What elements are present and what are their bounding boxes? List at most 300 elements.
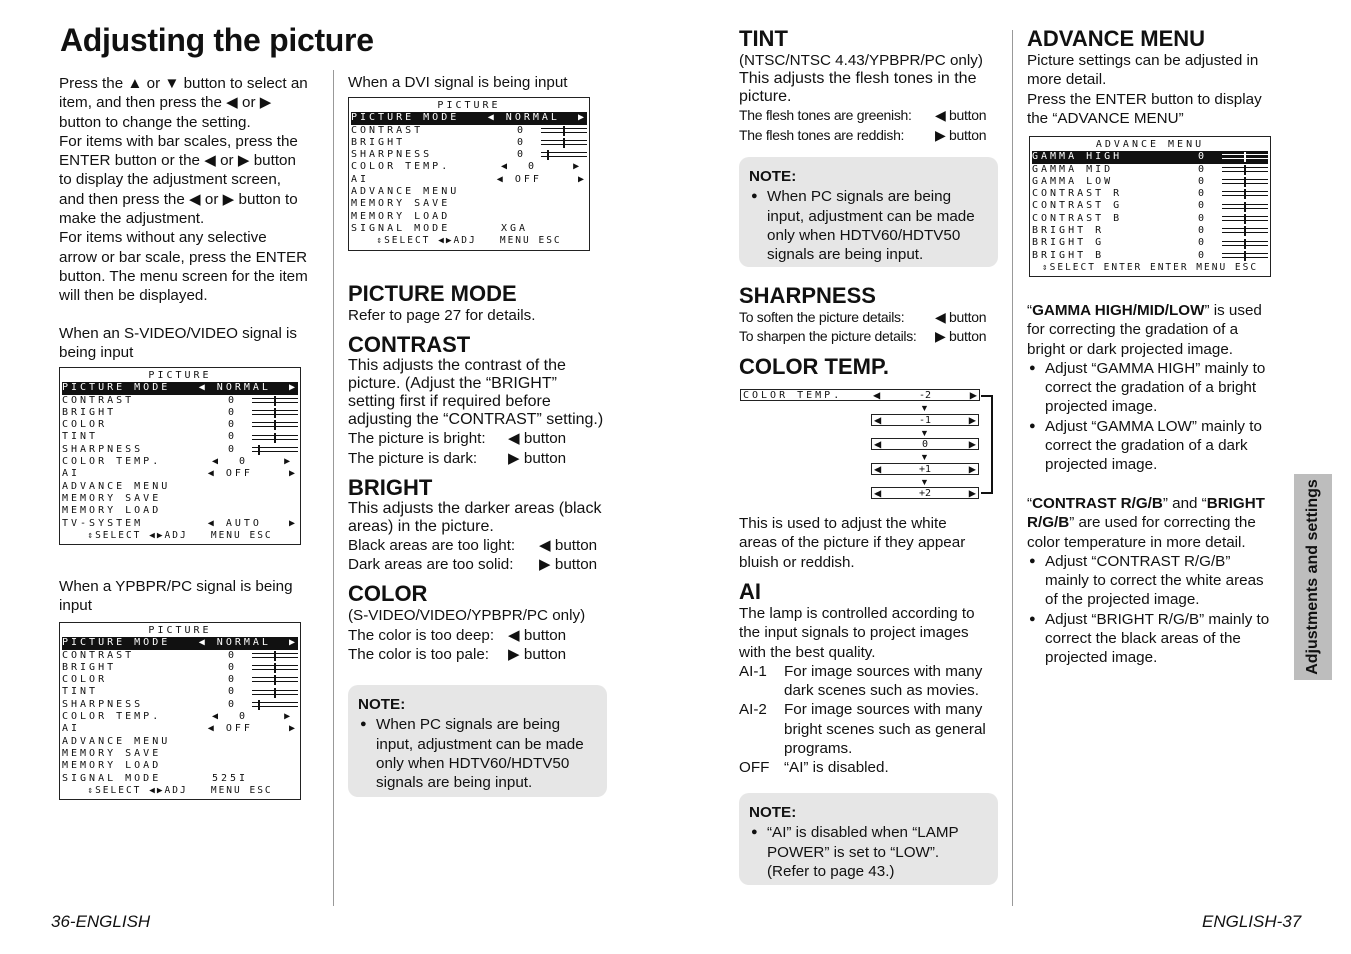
bright-line: This adjusts the darker areas (black (348, 499, 602, 517)
intro-line: For items without any selective (59, 229, 267, 247)
button-row (739, 106, 1004, 125)
svideo-picture-menu (59, 367, 301, 545)
menu-row-value: ◀ OFF ▶ (207, 468, 298, 480)
color-temp-value: 0 (921, 438, 929, 450)
ai-option-desc (784, 662, 982, 701)
menu-row-value: ◀ 0 ▶ (501, 161, 583, 173)
menu-title: PICTURE (148, 370, 212, 381)
menu-row (62, 760, 298, 772)
tint-line: This adjusts the flesh tones in the (739, 70, 977, 88)
advance-line: Picture settings can be adjusted in (1027, 52, 1259, 69)
note-bullet (749, 187, 988, 264)
bullet-line: ● Adjust “CONTRAST R/G/B” (1045, 552, 1231, 570)
middle-sections (348, 281, 608, 664)
ai-option-line: dark scenes such as movies. (784, 682, 979, 700)
note-line: only when HDTV60/HDTV50 (767, 226, 961, 244)
menu-row-label: TINT (62, 686, 99, 698)
ai-section (739, 579, 1004, 778)
contrast-line: This adjusts the contrast of the (348, 357, 566, 375)
menu-row-label: CONTRAST G (1032, 200, 1123, 212)
menu-row-value: 0 (228, 443, 238, 455)
menu-row-label: ADVANCE MENU (62, 735, 171, 747)
menu-row-value: 0 (517, 124, 527, 136)
note-line: signals are being input. (767, 246, 924, 264)
note-line: (Refer to page 43.) (767, 862, 895, 880)
column-divider (1012, 30, 1013, 906)
intro-line: item, and then press the ◀ or ▶ (59, 94, 272, 112)
note-line: input, adjustment can be made (767, 207, 975, 225)
menu-row-value: ◀ NORMAL ▶ (487, 112, 587, 124)
menu-row-label: TV-SYSTEM (62, 517, 144, 529)
color-temp-step (871, 463, 979, 475)
menu-row-label: BRIGHT (351, 136, 406, 148)
bullet-line: mainly to correct the white areas (1045, 572, 1264, 590)
menu-row (62, 505, 298, 517)
gamma-section (1027, 301, 1289, 475)
slider-bar-icon (1222, 166, 1268, 174)
intro-line: ENTER button or the ◀ or ▶ button (59, 152, 296, 170)
dvi-picture-menu (348, 97, 590, 251)
row-button: ◀ button (508, 430, 567, 448)
menu-row (62, 686, 298, 698)
picture-mode-text: Refer to page 27 for details. (348, 307, 536, 324)
row-label: The flesh tones are greenish: (739, 107, 912, 124)
slider-bar-icon (1222, 240, 1268, 248)
menu-row-label: BRIGHT G (1032, 237, 1105, 249)
menu-row (1032, 164, 1268, 176)
down-arrow-icon: ▼ (920, 428, 929, 438)
menu-row (351, 161, 587, 173)
menu-row-label: SHARPNESS (351, 149, 433, 161)
slider-bar-icon (1222, 215, 1268, 223)
bright-line: areas) in the picture. (348, 517, 494, 535)
color-heading: COLOR (348, 581, 428, 607)
row-label: To soften the picture details: (739, 309, 905, 325)
right-arrow-icon: ▶ (968, 413, 976, 427)
menu-title: PICTURE (148, 625, 212, 636)
button-row (348, 626, 608, 645)
note-line: only when HDTV60/HDTV50 (376, 754, 570, 772)
note-bullet (358, 715, 597, 792)
intro-line: Press the ▲ or ▼ button to select an (59, 75, 308, 92)
intro-line: button to change the setting. (59, 113, 251, 131)
ai-line: with the best quality. (739, 643, 876, 661)
menu-row (62, 773, 298, 785)
color-temp-step (871, 389, 979, 401)
note-box-ai (739, 793, 998, 885)
menu-row (62, 395, 298, 407)
color-temp-step (871, 414, 979, 426)
menu-row-label: CONTRAST B (1032, 212, 1123, 224)
color-temp-heading: COLOR TEMP. (739, 354, 889, 379)
ai-heading: AI (739, 579, 761, 604)
row-label: Dark areas are too solid: (348, 556, 514, 574)
row-button: ◀ button (935, 309, 987, 325)
menu-row (62, 748, 298, 760)
menu-row (62, 456, 298, 468)
menu-row (62, 468, 298, 480)
rgb-mid: ” and “ (1162, 495, 1207, 512)
color-sub: (S-VIDEO/VIDEO/YPBPR/PC only) (348, 607, 586, 625)
menu-row-value: 0 (228, 419, 238, 431)
menu-row-value: 0 (517, 149, 527, 161)
left-arrow-icon: ◀ (874, 486, 882, 500)
menu-row (62, 711, 298, 723)
menu-row-label: BRIGHT R (1032, 225, 1105, 237)
ai-line: The lamp is controlled according to (739, 605, 975, 622)
advance-line: Press the ENTER button to display (1027, 90, 1262, 108)
button-row (348, 536, 608, 555)
slider-bar-icon (252, 652, 298, 660)
menu-row-value: ◀ 0 ▶ (212, 456, 294, 468)
menu-row (62, 637, 298, 649)
rgb-line: color temperature in more detail. (1027, 533, 1246, 551)
caption-line: being input (59, 344, 134, 362)
row-label: The picture is bright: (348, 430, 486, 448)
row-label: Black areas are too light: (348, 536, 516, 554)
row-button: ◀ button (935, 107, 987, 124)
svideo-caption (59, 324, 297, 363)
menu-row-label: COLOR TEMP. (62, 711, 162, 723)
menu-row (351, 198, 587, 210)
note-box-pc (348, 685, 607, 797)
ypbpr-caption (59, 577, 293, 616)
column-divider (333, 70, 334, 906)
menu-row-value: ◀ NORMAL ▶ (198, 382, 298, 394)
menu-row (62, 407, 298, 419)
advance-heading: ADVANCE MENU (1027, 26, 1206, 51)
intro-text (59, 74, 329, 306)
menu-row-value: ◀ AUTO ▶ (207, 517, 298, 529)
ai-option-line: programs. (784, 740, 853, 758)
page-number-left: 36-ENGLISH (51, 912, 151, 931)
menu-row (1032, 237, 1268, 249)
bullet-line: ● Adjust “GAMMA HIGH” mainly to (1045, 359, 1266, 377)
menu-row-label: ADVANCE MENU (62, 480, 171, 492)
ai-option (739, 662, 1004, 701)
bright-heading: BRIGHT (348, 474, 433, 500)
slider-bar-icon (1222, 178, 1268, 186)
row-button: ▶ button (935, 126, 987, 143)
rgb-intro: “CONTRAST R/G/B” and “BRIGHT (1027, 495, 1265, 512)
menu-row-label: BRIGHT B (1032, 249, 1105, 261)
menu-row (62, 650, 298, 662)
slider-bar-icon (252, 397, 298, 405)
ai-line: the input signals to project images (739, 624, 969, 642)
right-arrow-icon: ▶ (968, 462, 976, 476)
slider-bar-icon (252, 701, 298, 709)
menu-row (351, 112, 587, 124)
advance-line: more detail. (1027, 71, 1107, 89)
menu-row (62, 674, 298, 686)
color-temp-line: bluish or reddish. (739, 553, 855, 571)
ai-option-key: AI-1 (739, 662, 767, 680)
menu-row (1032, 213, 1268, 225)
menu-row-label: COLOR TEMP. (62, 456, 162, 468)
intro-line: will then be displayed. (59, 287, 208, 305)
menu-row-label: COLOR TEMP. (351, 161, 451, 173)
slider-bar-icon (252, 434, 298, 442)
menu-row-label: GAMMA MID (1032, 163, 1114, 175)
note-line: ● “AI” is disabled when “LAMP (767, 824, 959, 842)
bullet-line: ● Adjust “BRIGHT R/G/B” mainly to (1045, 610, 1270, 628)
menu-row-label: CONTRAST (62, 394, 135, 406)
ai-option (739, 700, 1004, 758)
rgb-section (1027, 494, 1289, 668)
menu-row-label: PICTURE MODE (62, 382, 171, 394)
note-heading: NOTE: (749, 804, 797, 821)
menu-row-label: SHARPNESS (62, 698, 144, 710)
menu-title: PICTURE (437, 100, 501, 111)
menu-row-value: 0 (1198, 225, 1208, 237)
menu-row (1032, 250, 1268, 262)
menu-row-value: 0 (1198, 163, 1208, 175)
ai-option-desc (784, 758, 889, 777)
intro-line: and then press the ◀ or ▶ button to (59, 190, 298, 208)
row-label: The picture is dark: (348, 449, 478, 467)
rgb-bold: BRIGHT (1206, 495, 1265, 512)
menu-row-value: 0 (228, 686, 238, 698)
menu-row (1032, 200, 1268, 212)
menu-row-value: 0 (1198, 237, 1208, 249)
row-label: The flesh tones are reddish: (739, 126, 905, 143)
row-label: The color is too deep: (348, 626, 495, 644)
intro-line: arrow or bar scale, press the ENTER (59, 248, 308, 266)
bullet-line: of the projected image. (1045, 591, 1200, 609)
menu-row-value: ◀ NORMAL ▶ (198, 637, 298, 649)
bullet-line: projected image. (1045, 649, 1158, 667)
left-arrow-icon: ◀ (874, 413, 882, 427)
note-heading: NOTE: (358, 696, 406, 713)
menu-row-label: AI (62, 723, 81, 735)
button-row (739, 126, 1004, 145)
menu-row (351, 174, 587, 186)
menu-row-label: COLOR (62, 419, 108, 431)
rgb-bold: R/G/B (1027, 514, 1070, 532)
menu-row-label: SIGNAL MODE (351, 222, 451, 234)
caption-line: When a YPBPR/PC signal is being (59, 578, 293, 595)
menu-row (62, 419, 298, 431)
menu-row-label: MEMORY LOAD (351, 210, 451, 222)
intro-line: to display the adjustment screen, (59, 171, 282, 189)
menu-row (1032, 225, 1268, 237)
section-tab: Adjustments and settings (1294, 474, 1332, 680)
slider-bar-icon (1222, 252, 1268, 260)
rgb-bullet (1027, 552, 1289, 610)
menu-row-value: ◀ OFF ▶ (496, 173, 587, 185)
menu-row-label: PICTURE MODE (351, 112, 460, 124)
note-line: POWER” is set to “LOW”. (767, 843, 940, 861)
note-box-tint (739, 157, 998, 267)
menu-row-label: GAMMA HIGH (1032, 151, 1123, 163)
menu-row-label: MEMORY SAVE (62, 492, 162, 504)
color-temp-label: COLOR TEMP. (743, 389, 843, 401)
rgb-intro-2 (1027, 513, 1289, 532)
ai-option-desc (784, 700, 986, 758)
advance-line: the “ADVANCE MENU” (1027, 109, 1184, 127)
intro-line: button. The menu screen for the item (59, 267, 308, 285)
row-button: ◀ button (539, 536, 598, 554)
ai-option-line: For image sources with many (784, 701, 983, 719)
slider-bar-icon (1222, 203, 1268, 211)
down-arrow-icon: ▼ (920, 403, 929, 413)
menu-row-label: BRIGHT (62, 406, 117, 418)
bullet-line: correct the gradation of a dark (1045, 437, 1248, 455)
row-label: The color is too pale: (348, 646, 489, 664)
menu-row-label: CONTRAST R (1032, 188, 1123, 200)
gamma-rest: ” is used (1204, 302, 1262, 319)
menu-footer: ⇕SELECT ◀▶ADJ MENU ESC (87, 529, 273, 541)
button-row (348, 645, 608, 664)
caption-line: When an S-VIDEO/VIDEO signal is (59, 325, 298, 342)
slider-bar-icon (252, 446, 298, 454)
caption-line: input (59, 597, 92, 615)
gamma-bullet (1027, 417, 1289, 475)
down-arrow-icon: ▼ (920, 477, 929, 487)
menu-row-label: AI (62, 468, 81, 480)
button-row (348, 449, 608, 468)
row-button: ▶ button (508, 646, 567, 664)
menu-row-label: MEMORY LOAD (62, 505, 162, 517)
menu-row (62, 481, 298, 493)
row-button: ▶ button (935, 328, 987, 345)
menu-row (351, 211, 587, 223)
color-temp-value: -2 (918, 389, 932, 401)
slider-bar-icon (252, 664, 298, 672)
menu-row-label: MEMORY LOAD (62, 760, 162, 772)
button-row (348, 429, 608, 448)
slider-bar-icon (541, 139, 587, 147)
menu-row-label: SIGNAL MODE (62, 772, 162, 784)
menu-row (351, 137, 587, 149)
right-arrow-icon: ▶ (969, 388, 977, 402)
menu-row-value: 0 (228, 649, 238, 661)
menu-row-label: CONTRAST (62, 649, 135, 661)
tint-heading: TINT (739, 26, 788, 51)
slider-bar-icon (541, 127, 587, 135)
advance-menu-osd (1029, 136, 1271, 277)
ai-option-line: For image sources with many (784, 662, 983, 680)
color-temp-line: areas of the picture if they appear (739, 534, 966, 552)
row-label: To sharpen the picture details: (739, 328, 917, 345)
menu-row (62, 699, 298, 711)
slider-bar-icon (1222, 227, 1268, 235)
menu-row (62, 493, 298, 505)
page-number-right: ENGLISH-37 (1202, 912, 1302, 931)
tint-line: picture. (739, 88, 792, 106)
contrast-line: adjusting the “CONTRAST” setting.) (348, 411, 604, 429)
menu-row-label: MEMORY SAVE (62, 747, 162, 759)
menu-row-label: AI (351, 173, 370, 185)
menu-row-label: MEMORY SAVE (351, 198, 451, 210)
ai-option (739, 758, 1004, 777)
menu-row-value: 0 (517, 136, 527, 148)
menu-row-value: 0 (228, 661, 238, 673)
note-line: ● When PC signals are being (767, 188, 952, 206)
menu-row-value: 0 (228, 406, 238, 418)
slider-bar-icon (252, 409, 298, 417)
menu-row (351, 125, 587, 137)
menu-row-label: COLOR (62, 674, 108, 686)
contrast-line: setting first if required before (348, 393, 551, 411)
note-heading: NOTE: (749, 168, 797, 185)
intro-line: make the adjustment. (59, 210, 205, 228)
picture-mode-heading: PICTURE MODE (348, 281, 517, 306)
contrast-line: picture. (Adjust the “BRIGHT” (348, 375, 557, 393)
color-temp-value: -1 (918, 414, 932, 426)
bullet-line: projected image. (1045, 456, 1158, 474)
menu-row-value: ◀ OFF ▶ (207, 723, 298, 735)
ai-option-key: OFF (739, 759, 770, 777)
menu-row (62, 382, 298, 394)
bullet-line: correct the gradation of a bright (1045, 379, 1257, 397)
ai-option-line: “AI” is disabled. (784, 759, 889, 777)
menu-row-label: CONTRAST (351, 124, 424, 136)
menu-row-value: 0 (1198, 175, 1208, 187)
sharpness-heading: SHARPNESS (739, 283, 876, 308)
color-temp-diagram (739, 386, 999, 500)
button-row (739, 327, 1004, 346)
ai-option-key: AI-2 (739, 701, 767, 719)
menu-row-value: 0 (228, 431, 238, 443)
note-line: input, adjustment can be made (376, 735, 584, 753)
bullet-line: ● Adjust “GAMMA LOW” mainly to (1045, 417, 1262, 435)
menu-row-value: 0 (1198, 249, 1208, 261)
menu-row-label: TINT (62, 431, 99, 443)
menu-row (62, 736, 298, 748)
menu-row-value: 0 (1198, 212, 1208, 224)
color-temp-step (871, 487, 979, 499)
slider-bar-icon (252, 421, 298, 429)
rgb-bold: CONTRAST R/G/B (1032, 495, 1163, 512)
slider-bar-icon (1222, 153, 1268, 161)
wrap-arrow-icon (981, 395, 993, 494)
menu-row-value: 0 (1198, 151, 1208, 163)
color-temp-line: This is used to adjust the white (739, 515, 947, 532)
menu-title: ADVANCE MENU (1095, 139, 1205, 150)
advance-section (1027, 26, 1289, 128)
menu-row (1032, 176, 1268, 188)
menu-footer: ⇕SELECT ENTER ENTER MENU ESC (1041, 261, 1259, 273)
menu-row (62, 723, 298, 735)
gamma-bold: GAMMA HIGH/MID/LOW (1032, 302, 1205, 319)
gamma-bullet (1027, 359, 1289, 417)
note-bullet (749, 823, 988, 881)
note-line: signals are being input. (376, 774, 533, 792)
menu-row (62, 662, 298, 674)
right-arrow-icon: ▶ (968, 437, 976, 451)
ypbpr-picture-menu (59, 622, 301, 800)
row-button: ▶ button (539, 556, 598, 574)
menu-row (351, 186, 587, 198)
gamma-line: bright or dark projected image. (1027, 340, 1233, 358)
tint-sub: (NTSC/NTSC 4.43/YPBPR/PC only) (739, 52, 983, 69)
down-arrow-icon: ▼ (920, 452, 929, 462)
menu-row (1032, 151, 1268, 163)
rgb-rest: ” are used for correcting the (1069, 514, 1256, 532)
menu-row-label: ADVANCE MENU (351, 186, 460, 198)
contrast-heading: CONTRAST (348, 332, 471, 358)
menu-row-label: SHARPNESS (62, 443, 144, 455)
row-button: ◀ button (508, 626, 567, 644)
menu-row (62, 431, 298, 443)
slider-bar-icon (541, 151, 587, 159)
row-button: ▶ button (508, 449, 567, 467)
button-row (739, 308, 1004, 327)
slider-bar-icon (252, 676, 298, 684)
menu-row (1032, 188, 1268, 200)
right-arrow-icon: ▶ (968, 486, 976, 500)
